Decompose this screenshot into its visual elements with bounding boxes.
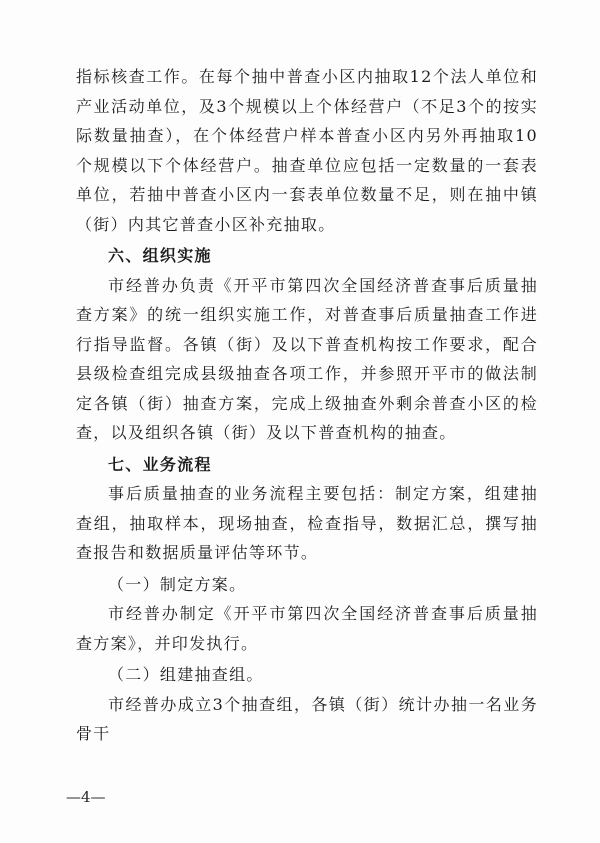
subsection-heading-plan: （一）制定方案。 <box>108 574 247 594</box>
section-heading-organization: 六、组织实施 <box>108 246 212 265</box>
paragraph-organization: 市经普办负责《开平市第四次全国经济普查事后质量抽查方案》的统一组织实施工作，对普查事后质量抽查工作进行指导监督。各镇（街）及以下普查机构按工作要求，配合县级检查组完成县级抽查各项工作，并参照开平市的做法制定各镇（街）抽查方案，完成上级抽查外剩余普查小区的检查，以及组织各镇（街）及以下普查机构的抽查。 <box>76 275 538 442</box>
paragraph-workflow: 事后质量抽查的业务流程主要包括：制定方案，组建抽查组，抽取样本，现场抽查，检查指导，数据汇总，撰写抽查报告和数据质量评估等环节。 <box>76 484 538 562</box>
section-heading-workflow: 七、业务流程 <box>108 454 212 474</box>
subsection-heading-team: （二）组建抽查组。 <box>108 665 264 684</box>
paragraph-sampling-continuation: 指标核查工作。在每个抽中普查小区内抽取12个法人单位和产业活动单位，及3个规模以上个体经营户（不足3个的按实际数量抽查），在个体经营户样本普查小区内另外再抽取10个规模以下个体经营户。抽查单位应包括一定数量的一套表单位，若抽中普查小区内一套表单位数量不足，则在抽中镇（街）内其它普查小区补充抽取。 <box>76 67 538 234</box>
paragraph-team: 市经普办成立3个抽查组，各镇（街）统计办抽一名业务骨干 <box>76 694 538 743</box>
page-number: —4— <box>66 788 106 806</box>
document-body <box>76 62 538 749</box>
paragraph-plan: 市经普办制定《开平市第四次全国经济普查事后质量抽查方案》，并印发执行。 <box>76 604 538 653</box>
